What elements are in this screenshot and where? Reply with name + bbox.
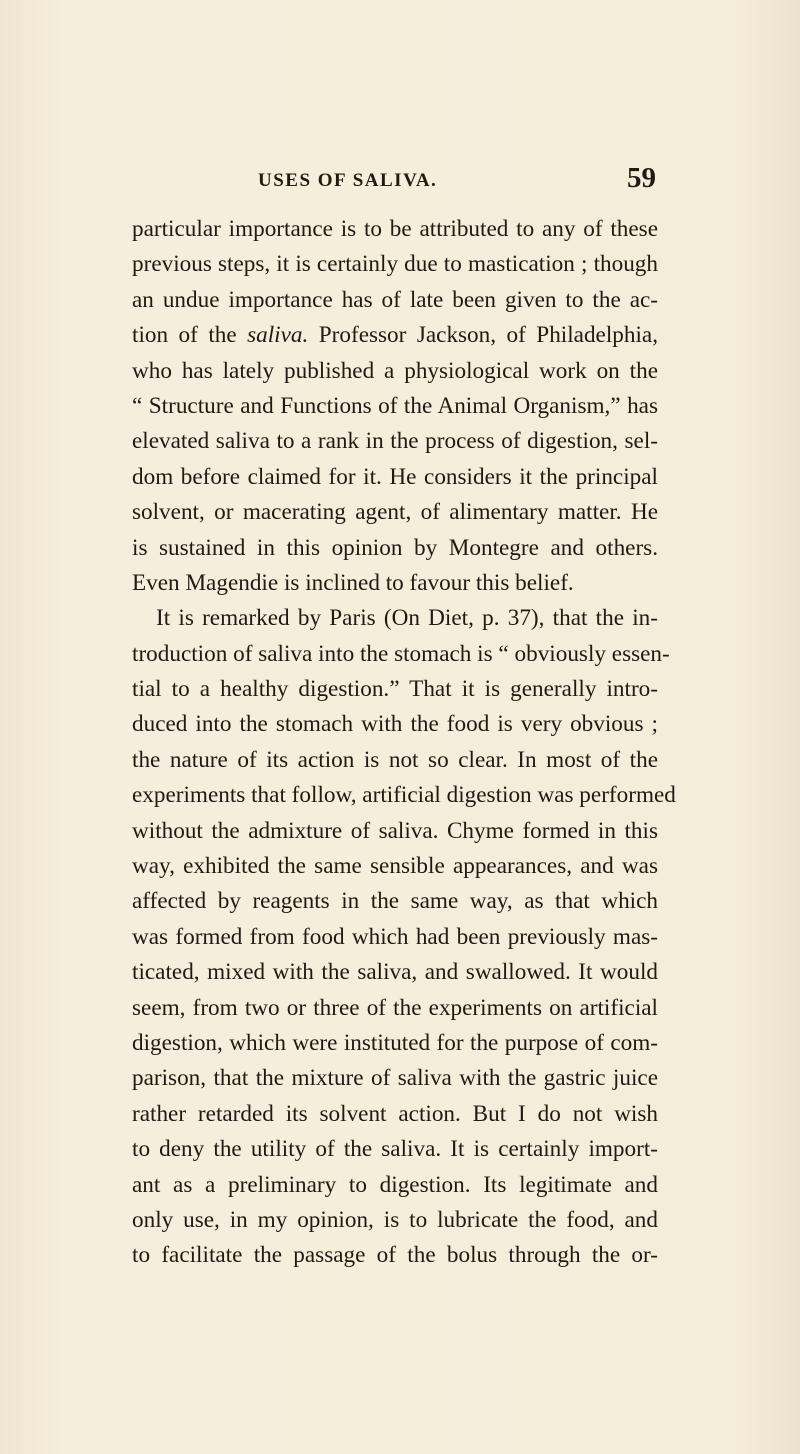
text-line: digestion, which were instituted for the purpose of com- [132, 1029, 658, 1056]
text-line: to deny the utility of the saliva. It is certainly import- [132, 1136, 658, 1163]
text-line: seem, from two or three of the experiments on artificial [132, 994, 658, 1021]
text-line: dom before claimed for it. He considers it the principal [132, 463, 658, 490]
text-line: Even Magendie is inclined to favour this belief. [132, 569, 574, 596]
text-line: ant as a preliminary to digestion. Its legitimate and [132, 1171, 658, 1198]
text-line: ticated, mixed with the saliva, and swallowed. It would [132, 959, 658, 986]
text-line: previous steps, it is certainly due to mastication ; though [132, 251, 658, 278]
text-line: “ Structure and Functions of the Animal Organism,” has [132, 392, 658, 419]
text-line: tial to a healthy digestion.” That it is generally intro- [132, 676, 658, 703]
text-line [132, 318, 658, 353]
text-line: experiments that follow, artificial digestion was performed [132, 782, 676, 809]
text-line: particular importance is to be attributed to any of these [132, 216, 658, 242]
text-line: It is remarked by Paris (On Diet, p. 37), that the in- [156, 605, 658, 632]
running-head: USES OF SALIVA. [258, 170, 438, 191]
text-line: an undue importance has of late been given to the ac- [132, 286, 658, 313]
body-text [132, 212, 676, 1274]
page-number: 59 [627, 162, 656, 194]
text-line: only use, in my opinion, is to lubricate the food, and [132, 1206, 658, 1233]
text-line: elevated saliva to a rank in the process of digestion, sel- [132, 428, 658, 455]
text-line: without the admixture of saliva. Chyme formed in this [132, 817, 658, 844]
page-header [258, 162, 656, 202]
text-line: way, exhibited the same sensible appearances, and was [132, 853, 658, 880]
text-line: affected by reagents in the same way, as that which [132, 888, 658, 915]
text-line: parison, that the mixture of saliva with the gastric juice [132, 1065, 658, 1092]
text-line: the nature of its action is not so clear. In most of the [132, 746, 658, 773]
text-line: who has lately published a physiological work on the [132, 357, 658, 384]
text-line: troduction of saliva into the stomach is “ obviously essen- [132, 640, 670, 667]
text-segment: tion of the [132, 322, 237, 349]
italic-term: saliva. [247, 322, 309, 349]
text-segment: Professor Jackson, of Philadelphia, [318, 322, 659, 349]
text-line: is sustained in this opinion by Montegre and others. [132, 534, 658, 561]
text-line: duced into the stomach with the food is very obvious ; [132, 711, 658, 738]
text-line: rather retarded its solvent action. But I do not wish [132, 1100, 658, 1127]
text-line: was formed from food which had been previously mas- [132, 923, 658, 950]
text-line: solvent, or macerating agent, of alimentary matter. He [132, 499, 658, 526]
text-line: to facilitate the passage of the bolus through the or- [132, 1242, 658, 1269]
